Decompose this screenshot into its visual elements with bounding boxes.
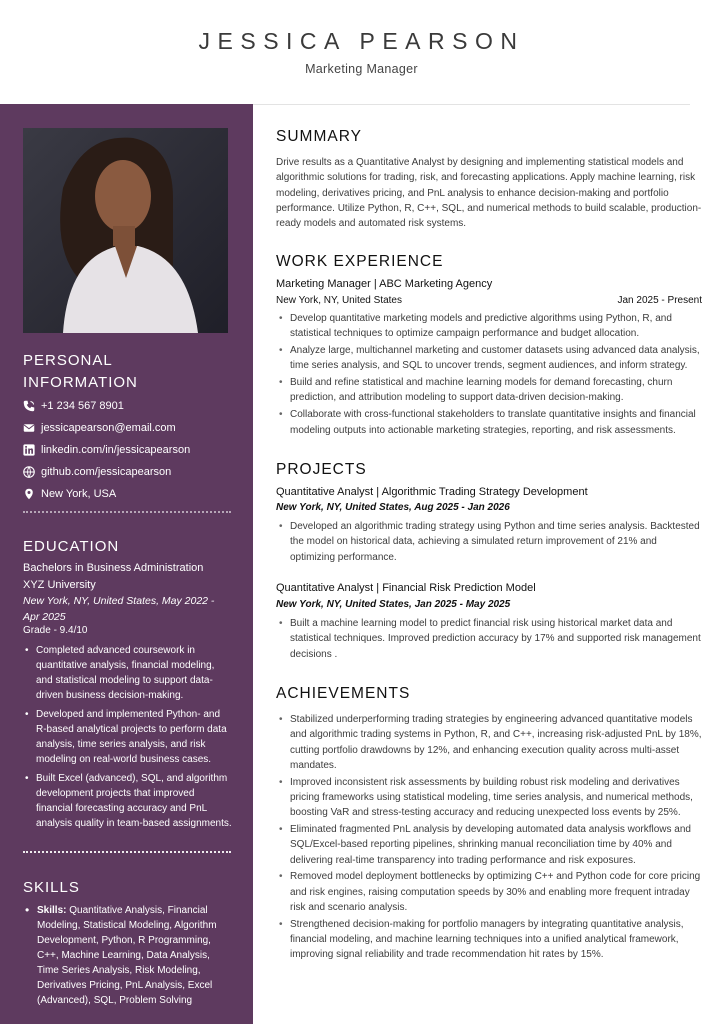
list-item: • Built Excel (advanced), SQL, and algorithm development projects that improved financial forecasting accuracy and PnL analysis quality in team-based assignments. — [23, 771, 233, 831]
github-icon — [23, 466, 35, 478]
candidate-title: Marketing Manager — [305, 62, 418, 76]
summary-text: Drive results as a Quantitative Analyst by designing and implementing statistical models and algorithmic solutions for trading, risk, and forecasting applications. Apply machine learning, risk modeling, derivatives pricing, and PnL analysis to enhance decision-making and portfolio performance. Utilize Python, R, C++, SQL, and numerical methods to build scalable, production-ready models and automated risk systems. — [276, 157, 702, 230]
list-item: • Built a machine learning model to predict financial risk using historical market data and statistical techniques. Improved prediction accuracy by 17% and supported risk management decisions . — [276, 616, 704, 662]
experience-meta — [276, 295, 702, 306]
skills-heading: SKILLS — [23, 879, 80, 896]
list-item: • Removed model deployment bottlenecks by optimizing C++ and Python code for core pricing and risk engines, raising computation speeds by 30% and enabling more frequent intraday risk and scenario analysis. — [276, 869, 704, 915]
experience-location: New York, NY, United States — [276, 295, 402, 306]
contact-email — [23, 419, 233, 437]
phone-icon — [23, 400, 35, 412]
linkedin-text: linkedin.com/in/jessicapearson — [41, 444, 191, 456]
education-bullets — [23, 643, 233, 835]
education-degree: Bachelors in Business Administration — [23, 562, 204, 574]
project-title: Quantitative Analyst | Financial Risk Prediction Model — [276, 582, 536, 594]
projects-heading: PROJECTS — [276, 461, 367, 478]
contact-location — [23, 485, 233, 503]
profile-photo — [23, 128, 228, 333]
github-text: github.com/jessicapearson — [41, 466, 172, 478]
email-icon — [23, 422, 35, 434]
skills-label: Skills: — [37, 905, 67, 916]
project-meta-text: New York, NY, United States, Aug 2025 - Jan 2026 — [276, 502, 510, 513]
location-text: New York, USA — [41, 488, 117, 500]
list-item: • Developed an algorithmic trading strategy using Python and time series analysis. Backtested the model on historical data, achieving a simulated return improvement of 21% and optimizing performance. — [276, 519, 704, 565]
contact-phone — [23, 397, 233, 415]
candidate-name: JESSICA PEARSON — [198, 28, 525, 54]
phone-text: +1 234 567 8901 — [41, 400, 124, 412]
list-item: • Improved inconsistent risk assessments by building robust risk modeling and derivatives pricing frameworks using statistical modeling, time series analysis, and numerical methods, boosting VaR and stress-testing accuracy and reducing unexpected loss events by 25%. — [276, 775, 704, 821]
sidebar-divider — [23, 851, 231, 853]
project-bullets — [276, 616, 704, 663]
list-item: • Collaborate with cross-functional stakeholders to translate quantitative insights and financial modeling outputs into actionable marketing strategies, reporting, and risk assessments. — [276, 407, 704, 438]
project-bullets — [276, 519, 704, 566]
project-meta — [276, 599, 702, 610]
list-item: • Developed and implemented Python- and R-based analytical projects to perform data analysis, time series analysis, and risk modeling on real-world business cases. — [23, 707, 233, 767]
sidebar — [0, 104, 253, 1024]
list-item: • Eliminated fragmented PnL analysis by developing automated data analysis workflows and SQL/Excel-based reporting pipelines, shrinking manual reconciliation time by 40% and delivering real-time transparency into trading performance and risk exposures. — [276, 822, 704, 868]
project-meta — [276, 502, 702, 513]
contact-github — [23, 463, 233, 481]
list-item: • Build and refine statistical and machine learning models for demand forecasting, churn prediction, and attribution modeling to support data-driven decision-making. — [276, 375, 704, 406]
list-item: • Stabilized underperforming trading strategies by engineering advanced quantitative models and algorithmic trading systems in Python, R, and C++, increasing risk-adjusted PnL by 18%, cutting portfolio drawdowns by 12%, and enhancing execution quality across multi-asset mandates. — [276, 712, 704, 773]
education-grade: Grade - 9.4/10 — [23, 625, 88, 636]
achievement-bullets — [276, 712, 704, 964]
resume-header — [0, 0, 723, 104]
education-school: XYZ University — [23, 579, 96, 591]
project-meta-text: New York, NY, United States, Jan 2025 - May 2025 — [276, 599, 511, 610]
education-location-date: New York, NY, United States, May 2022 - Apr 2025 — [23, 595, 215, 623]
skills-text: Quantitative Analysis, Financial Modeling, Statistical Modeling, Algorithm Development, Python, R Programming, C++, Machine Learning, Data Analysis, Time Series Analysis, Risk Modeling, Derivatives Pricing, PnL Analysis, Excel (Advanced), SQL, Problem Solving — [37, 905, 217, 1006]
personal-info-heading: PERSONAL INFORMATION — [23, 352, 138, 391]
sidebar-divider — [23, 511, 231, 513]
list-item: • Analyze large, multichannel marketing and customer datasets using advanced data analysis, time series analysis, and SQL to uncover trends, segment audiences, and inform strategy. — [276, 343, 704, 374]
experience-dates: Jan 2025 - Present — [617, 295, 702, 306]
summary-heading: SUMMARY — [276, 128, 362, 145]
list-item: • Completed advanced coursework in quantitative analysis, financial modeling, and statistical modeling to support data-driven business decision-making. — [23, 643, 233, 703]
contact-linkedin — [23, 441, 233, 459]
experience-role: Marketing Manager | ABC Marketing Agency — [276, 278, 493, 290]
linkedin-icon — [23, 444, 35, 456]
education-heading: EDUCATION — [23, 538, 120, 555]
list-item: • Develop quantitative marketing models and predictive algorithms using Python, R, and statistical techniques to optimize campaign performance and budget allocation. — [276, 311, 704, 342]
header-divider — [253, 104, 690, 105]
location-icon — [23, 488, 35, 500]
email-text: jessicapearson@email.com — [41, 422, 176, 434]
project-title: Quantitative Analyst | Algorithmic Trading Strategy Development — [276, 486, 588, 498]
skills-list — [23, 903, 233, 1008]
experience-bullets — [276, 311, 704, 439]
experience-heading: WORK EXPERIENCE — [276, 253, 444, 270]
achievements-heading: ACHIEVEMENTS — [276, 685, 411, 702]
list-item: • Strengthened decision-making for portfolio managers by integrating quantitative analysis, financial modeling, and machine learning techniques into a unified analytical framework, improving signal reliability and trade recommendation hit rates by 15%. — [276, 917, 704, 963]
